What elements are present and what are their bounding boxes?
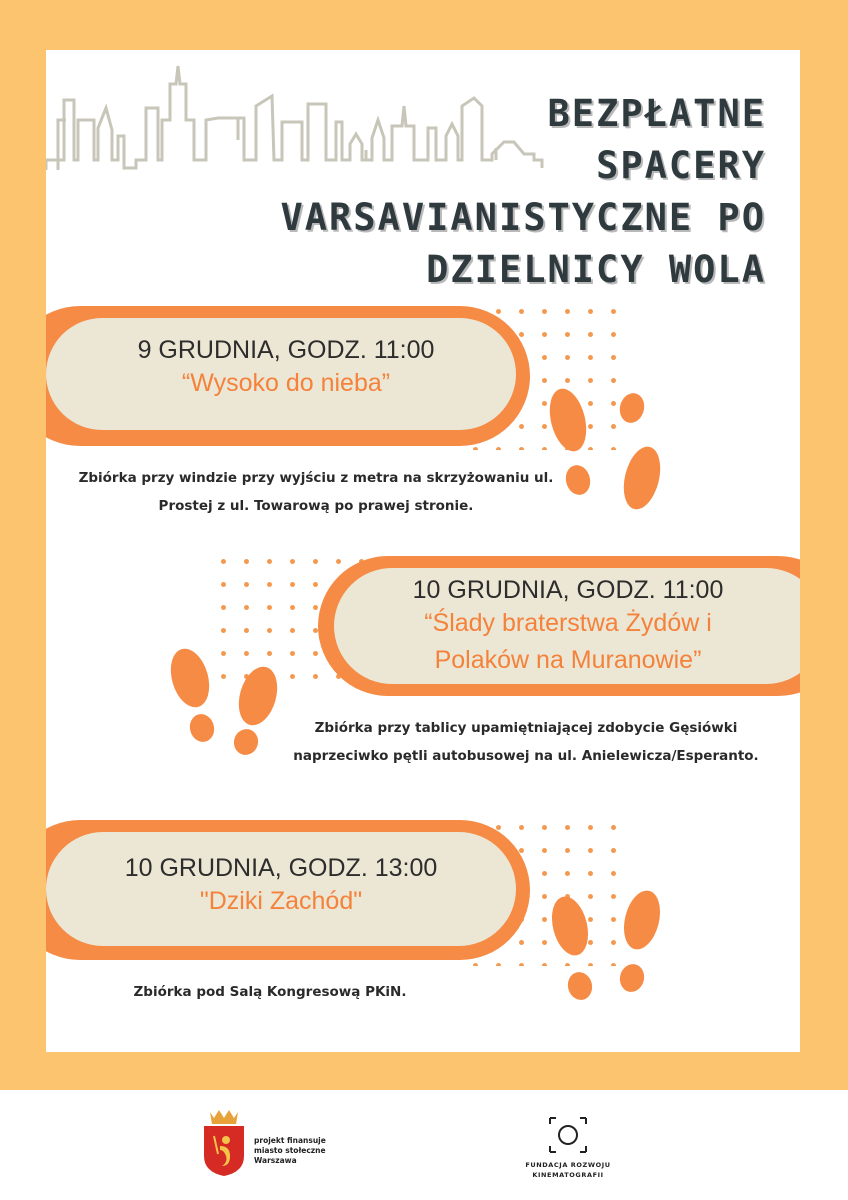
event-2-title-line-1: “Ślady braterstwa Żydów i [424,609,712,637]
sponsor-line-1: projekt finansuje [254,1136,326,1145]
event-2-description-line-2: naprzeciwko pętli autobusowej na ul. Anielewicza/Esperanto. [293,748,759,764]
event-1-text [76,336,496,402]
event-2-title-line-2: Polaków na Muranowie” [434,646,702,674]
event-3-date: 10 GRUDNIA, GODZ. 13:00 [124,854,438,882]
fundacja-logo-icon [536,1116,600,1156]
event-1-title: “Wysoko do nieba” [181,369,391,397]
sponsor-line-2: miasto stołeczne [254,1146,326,1155]
event-2-description [276,714,776,770]
footprints-icon [546,890,666,1014]
event-1-description-line-1: Zbiórka przy windzie przy wyjściu z metra na skrzyżowaniu ul. [78,470,554,486]
sponsor-line-3: Warszawa [254,1156,297,1165]
event-2-text [358,576,778,679]
warsaw-coat-of-arms-icon [200,1106,248,1178]
event-3-description [120,978,420,1006]
event-3-text [66,854,496,920]
foundation-line-2: KINEMATOGRAFII [532,1171,604,1179]
event-3-description-line-1: Zbiórka pod Salą Kongresową PKiN. [133,984,407,1000]
event-1-date: 9 GRUDNIA, GODZ. 11:00 [137,336,435,364]
title-line-3: VARSAVIANISTYCZNE PO [280,196,766,239]
poster-panel [46,50,800,1052]
event-1-description-line-2: Prostej z ul. Towarową po prawej stronie. [158,498,474,514]
event-3-title: "Dziki Zachód" [199,887,363,915]
foundation-line-1: FUNDACJA ROZWOJU [525,1161,611,1169]
title-line-4: DZIELNICY WOLA [426,248,766,291]
footprints-icon [162,648,282,758]
foundation-text [520,1160,616,1180]
title-line-1: BEZPŁATNE [547,92,766,135]
poster-title [280,88,766,296]
title-line-2: SPACERY [596,144,766,187]
event-1-description [46,464,586,520]
event-2-description-line-1: Zbiórka przy tablicy upamiętniającej zdobycie Gęsiówki [314,720,738,736]
event-2-date: 10 GRUDNIA, GODZ. 11:00 [412,576,724,604]
sponsor-text [254,1136,326,1166]
